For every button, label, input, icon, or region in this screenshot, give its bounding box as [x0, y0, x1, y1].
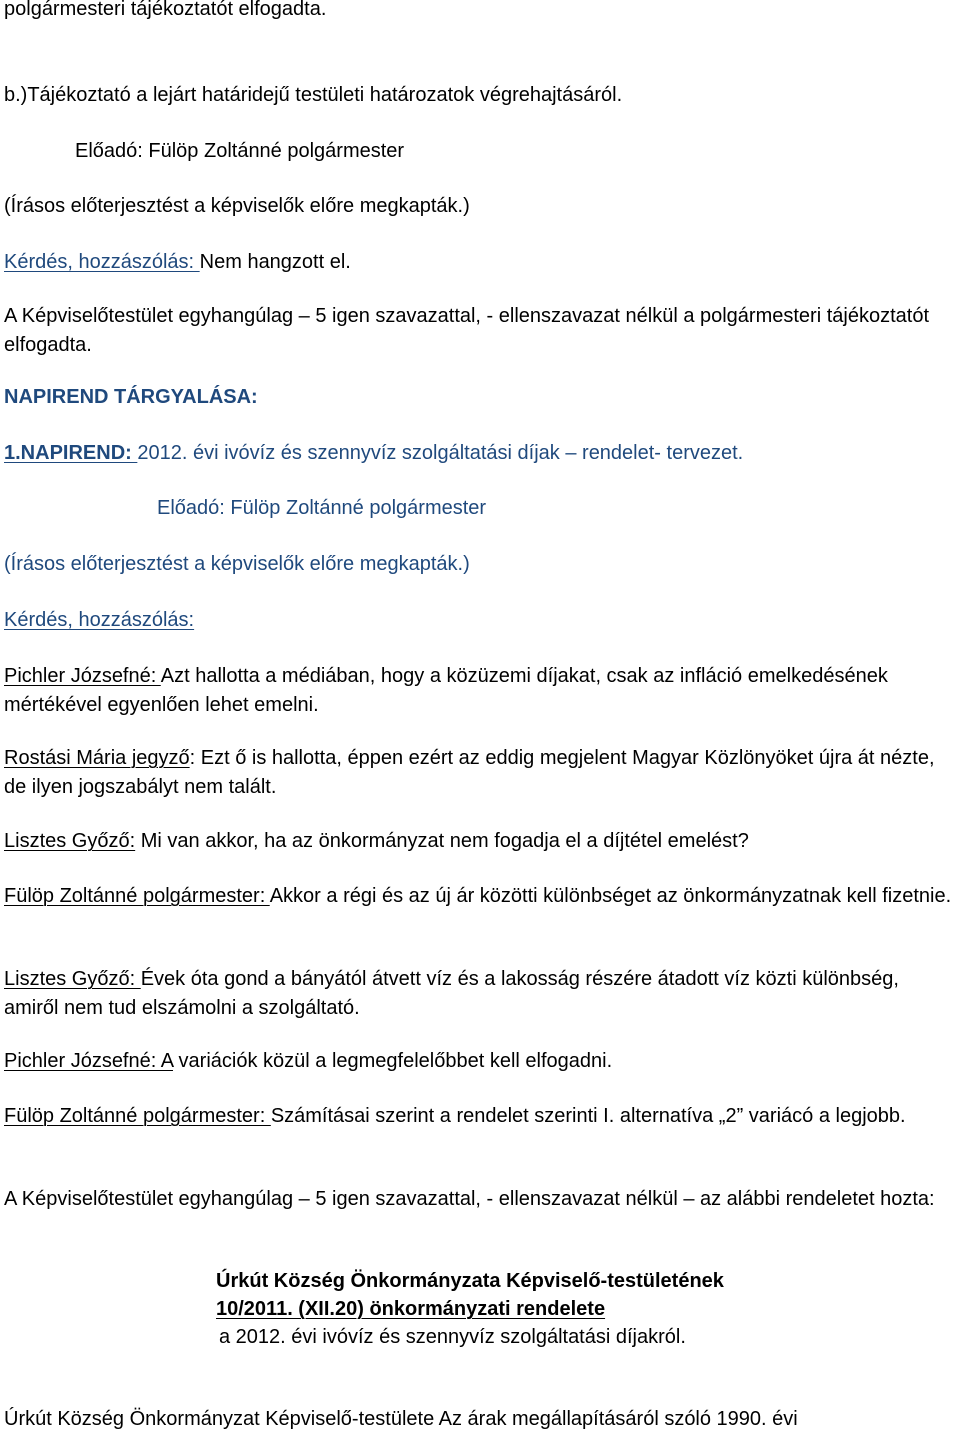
speaker-name: Fülöp Zoltánné polgármester: [4, 885, 270, 907]
speaker-name: Rostási Mária jegyző [4, 747, 190, 769]
resolution-paragraph-2: A Képviselőtestület egyhangúlag – 5 igen szavazattal, - ellenszavazat nélkül – az alábbi rendeletet hozta: [4, 1188, 935, 1210]
written-proposal-note: (Írásos előterjesztést a képviselők előre megkapták.) [4, 195, 470, 217]
agenda-heading: NAPIREND TÁRGYALÁSA: [4, 386, 258, 408]
questions-line [4, 249, 351, 276]
speaker-name: Lisztes Győző: [4, 830, 136, 852]
agenda-item-1-label: 1.NAPIREND: [4, 442, 138, 464]
speaker-statement: Számításai szerint a rendelet szerinti I. alternatíva „2” variácó a legjobb. [270, 1105, 906, 1127]
speaker-paragraph [4, 662, 956, 720]
agenda-item-1-line [4, 440, 743, 467]
speaker-paragraph [4, 1102, 956, 1131]
speaker-name: Pichler Józsefné: [4, 665, 161, 687]
decree-preamble: Úrkút Község Önkormányzat Képviselő-testülete Az árak megállapításáról szóló 1990. évi [4, 1408, 798, 1430]
speaker-statement: : Ezt ő is hallotta, éppen ezért az eddig megjelent Magyar Közlönyöket újra át nézte, de ilyen jogszabályt nem talált. [4, 747, 935, 798]
speaker-paragraph [4, 827, 956, 856]
speaker-paragraph [4, 1047, 956, 1076]
agenda-item-1-title: 2012. évi ivóvíz és szennyvíz szolgáltatási díjak – rendelet- tervezet. [137, 442, 744, 464]
speaker-name: Pichler Józsefné: A [4, 1050, 173, 1072]
questions-label: Kérdés, hozzászólás: [4, 251, 200, 273]
speaker-statement: Mi van akkor, ha az önkormányzat nem fogadja el a díjtétel emelést? [135, 830, 749, 852]
speaker-statement: variációk közül a legmegfelelőbbet kell elfogadni. [172, 1050, 613, 1072]
agenda-item-b-title: b.)Tájékoztató a lejárt határidejű testületi határozatok végrehajtásáról. [4, 84, 623, 106]
presenter-line: Előadó: Fülöp Zoltánné polgármester [75, 140, 405, 162]
decree-title-line-2: 10/2011. (XII.20) önkormányzati rendelete [216, 1298, 606, 1320]
speaker-name: Lisztes Győző: [4, 968, 141, 990]
decree-title-line-1: Úrkút Község Önkormányzata Képviselő-testületének [216, 1270, 724, 1292]
speaker-statement: Azt hallotta a médiában, hogy a közüzemi díjakat, csak az infláció emelkedésének mértékével egyenlően lehet emelni. [4, 665, 888, 716]
resolution-paragraph: A Képviselőtestület egyhangúlag – 5 igen szavazattal, - ellenszavazat nélkül a polgármesteri tájékoztatót elfogadta. [4, 305, 929, 356]
text-line: polgármesteri tájékoztatót elfogadta. [4, 0, 327, 20]
speaker-paragraph [4, 965, 956, 1023]
presenter-line-2: Előadó: Fülöp Zoltánné polgármester [157, 497, 487, 519]
decree-subtitle: a 2012. évi ivóvíz és szennyvíz szolgáltatási díjakról. [219, 1326, 686, 1348]
speaker-paragraph [4, 882, 956, 911]
speaker-statement: Akkor a régi és az új ár közötti különbséget az önkormányzatnak kell fizetnie. [269, 885, 952, 907]
speaker-name: Fülöp Zoltánné polgármester: [4, 1105, 271, 1127]
written-proposal-note-2: (Írásos előterjesztést a képviselők előre megkapták.) [4, 553, 470, 575]
speaker-paragraph [4, 744, 956, 802]
speaker-statement: Évek óta gond a bányától átvett víz és a lakosság részére átadott víz közti különbség, amiről nem tud elszámolni a szolgáltató. [4, 968, 899, 1019]
questions-answer: Nem hangzott el. [199, 251, 351, 273]
questions-label-2: Kérdés, hozzászólás: [4, 609, 195, 631]
